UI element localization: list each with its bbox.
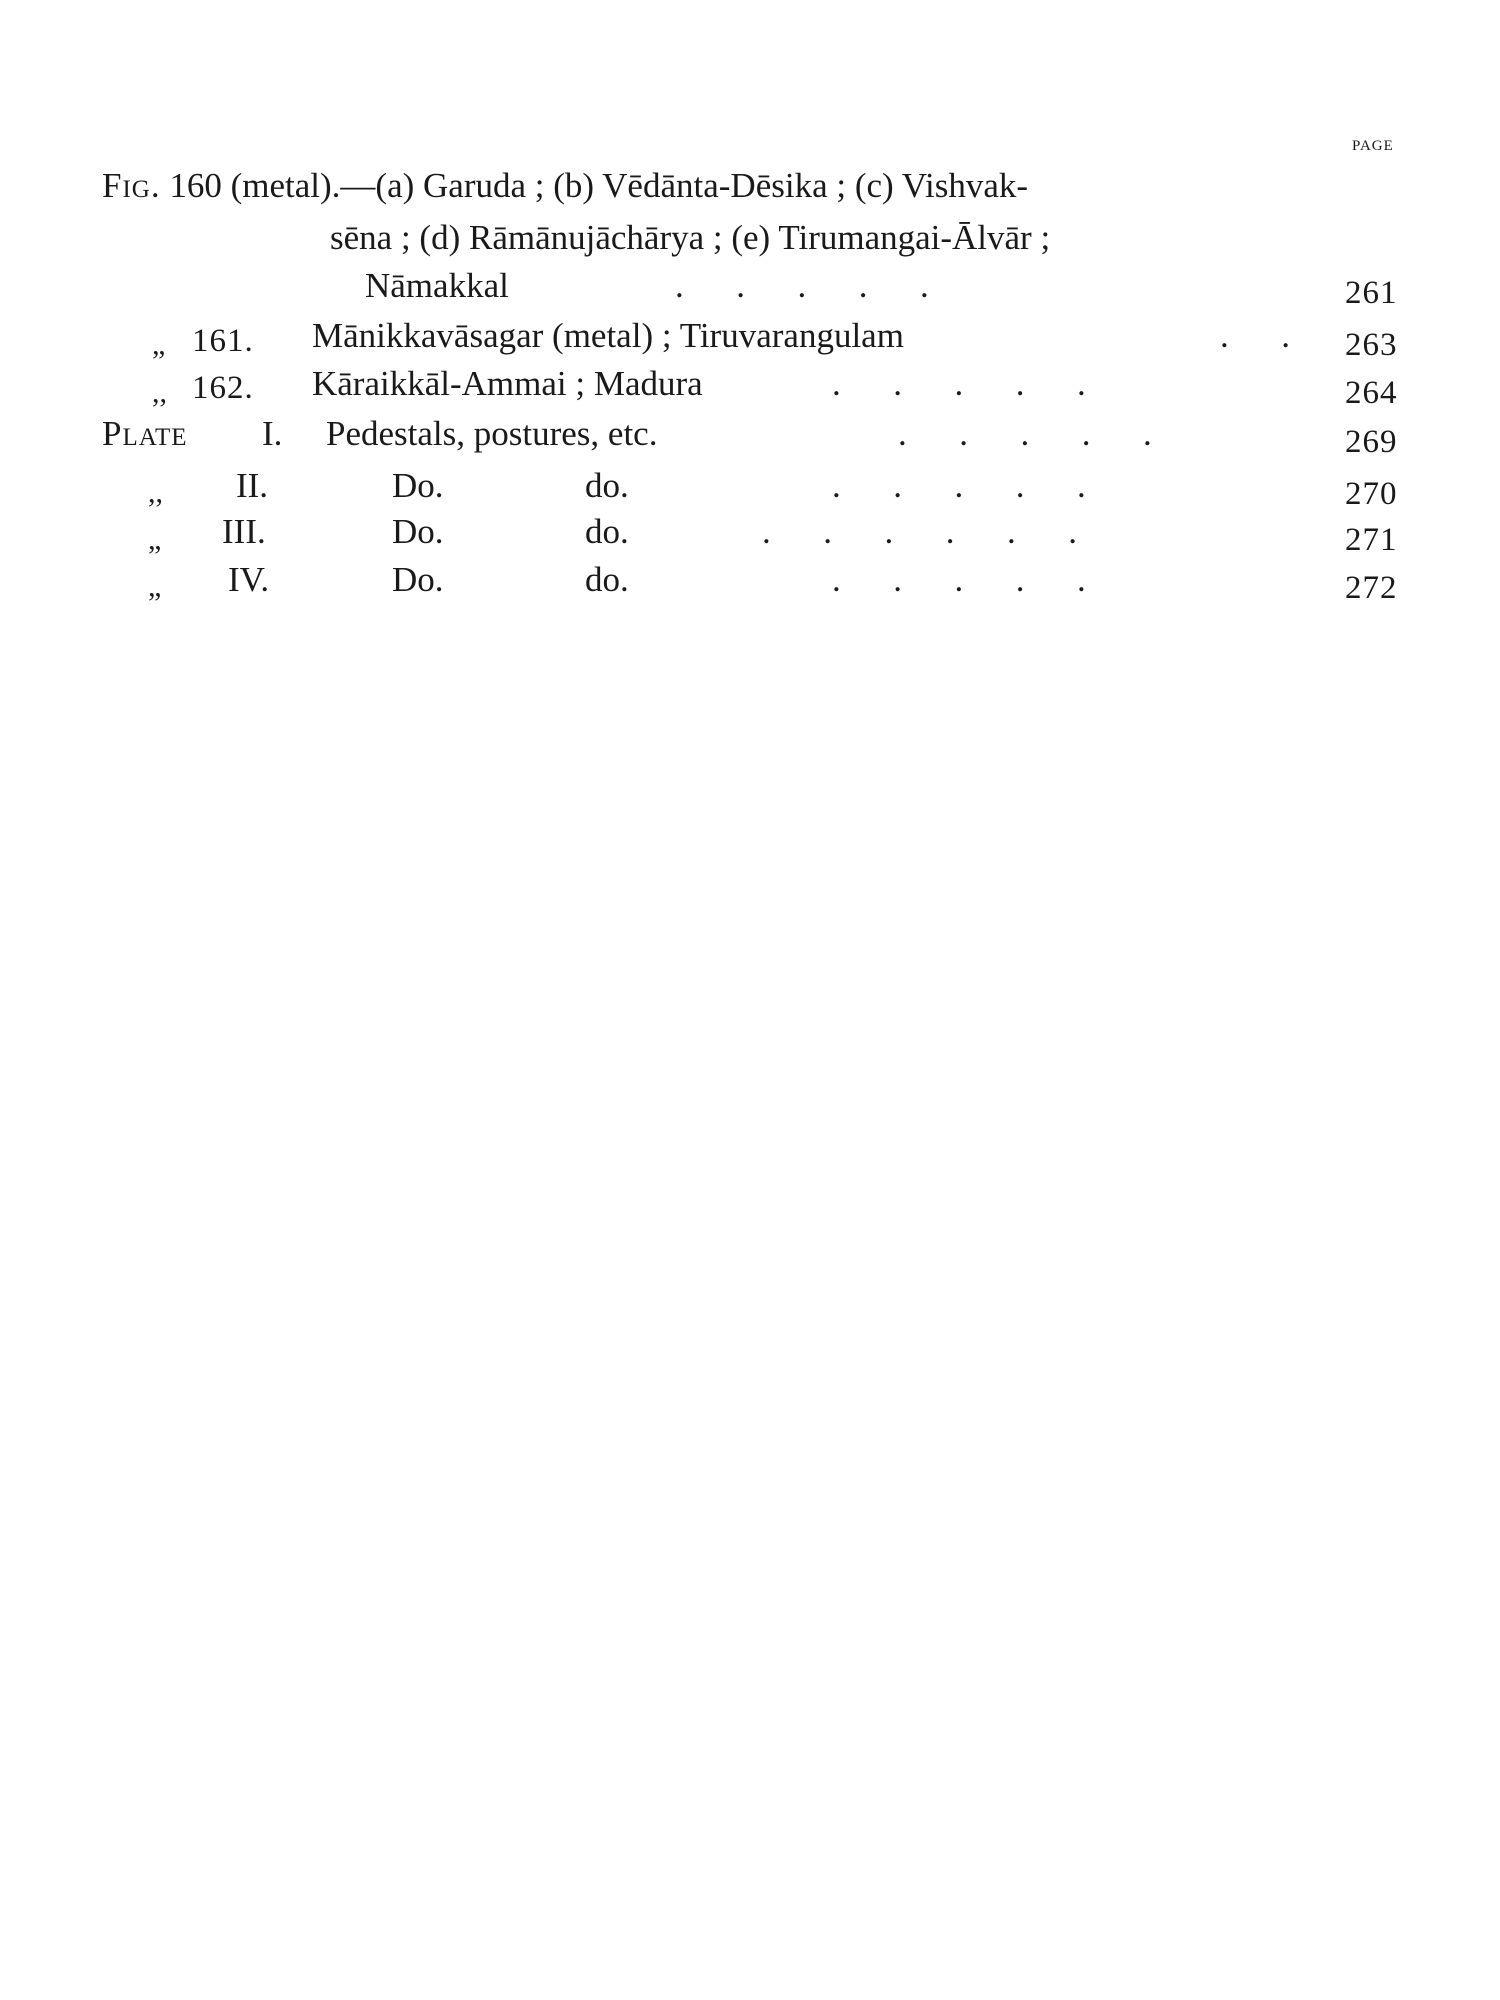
page-number: 264 — [1345, 375, 1398, 411]
dot-leader: . . . . . — [832, 466, 1086, 505]
ditto-mark: ,, — [152, 376, 167, 409]
dot-leader: . . . . . — [832, 560, 1086, 599]
plate-title: Pedestals, postures, etc. — [326, 414, 658, 453]
fig-number: 160 — [169, 166, 222, 205]
fig-title: Kāraikkāl-Ammai ; Madura — [312, 364, 703, 403]
dot-leader: . . . . . — [832, 364, 1086, 403]
page-number: 271 — [1345, 522, 1398, 558]
page-number: 261 — [1345, 275, 1398, 311]
fig-number: 162. — [192, 370, 254, 406]
ditto-mark: „ — [152, 328, 166, 361]
page-number: 270 — [1345, 476, 1398, 512]
fig-160-line-1: (metal).—(a) Garuda ; (b) Vēdānta-Dēsika ; (c) Vishvak- — [230, 166, 1029, 205]
plate-number: I. — [262, 414, 283, 453]
dot-leader: . . — [1220, 316, 1290, 355]
ditto-mark: „ — [148, 570, 162, 603]
plate-title-ditto: do. — [585, 560, 629, 599]
plate-number: II. — [236, 466, 269, 505]
ditto-mark: ,, — [148, 476, 163, 509]
page-number: 272 — [1345, 570, 1398, 606]
ditto-mark: „ — [148, 523, 162, 556]
dot-leader: . . . . . . — [762, 512, 1077, 551]
page-number: 263 — [1345, 327, 1398, 363]
fig-title: Mānikkavāsagar (metal) ; Tiruvarangulam — [312, 316, 904, 355]
page-number: 269 — [1345, 424, 1398, 460]
plate-prefix: Plate — [102, 414, 188, 453]
fig-160-line-3: Nāmakkal — [365, 266, 509, 305]
plate-number: III. — [222, 512, 266, 551]
plate-number: IV. — [228, 560, 270, 599]
plate-title: Do. — [392, 512, 444, 551]
plate-title-ditto: do. — [585, 512, 629, 551]
plate-title: Do. — [392, 560, 444, 599]
dot-leader: . . . . . — [898, 414, 1152, 453]
plate-title-ditto: do. — [585, 466, 629, 505]
page-column-heading: PAGE — [1352, 138, 1394, 154]
fig-160-line-2: sēna ; (d) Rāmānujāchārya ; (e) Tirumangai-Ālvār ; — [330, 218, 1051, 257]
fig-number: 161. — [192, 323, 254, 359]
plate-title: Do. — [392, 466, 444, 505]
dot-leader: . . . . . — [675, 266, 929, 305]
fig-prefix: Fig. — [102, 166, 161, 205]
